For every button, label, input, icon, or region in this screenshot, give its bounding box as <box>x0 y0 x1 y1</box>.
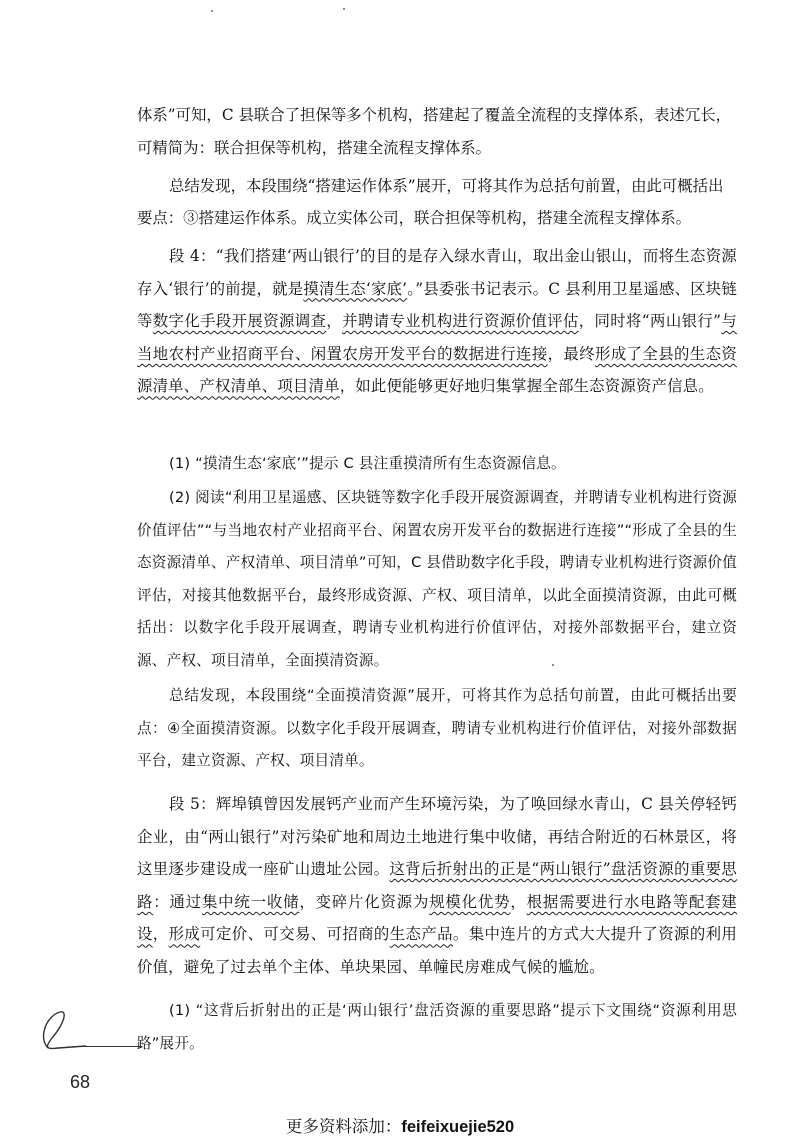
wavy-underline: 摸清生态‘家底’ <box>303 279 408 298</box>
wavy-underline: 并聘请专业机构进行资源价值评估 <box>342 312 579 331</box>
text-run: ，变碎片化资源为 <box>299 892 430 911</box>
footer-prefix: 更多资料添加： <box>285 1118 402 1136</box>
wavy-underline: 集中统一收储 <box>201 892 300 911</box>
analysis-5-item-1: (1) “这背后折射出的正是‘两山银行’盘活资源的重要思路”提示下文围绕“资源利用思路”展开。 <box>137 1002 737 1052</box>
text-run: ：通过 <box>153 892 202 911</box>
wavy-underline: 与当地农村产业招商平台、闲置农房开发平台的数据进行连接 <box>137 312 737 363</box>
text-run: ， <box>152 925 169 944</box>
analysis-4-summary: 总结发现，本段围绕“全面摸清资源”展开，可将其作为总括句前置，由此可概括出要点：④全面摸清资源。以数字化手段开展调查，聘请专业机构进行价值评估，对接外部数据平台，建立资源、产权、项目清单。 <box>137 687 737 770</box>
text-run: ，最终 <box>547 344 596 363</box>
wavy-underline: 形成 <box>168 925 201 944</box>
page-number: 68 <box>70 1072 91 1092</box>
text-run: 。集中连片的方式大大提升了资源的利用价值，避免了过去单个主体、单块果园、单幢民房难成气候的尴尬。 <box>137 925 737 976</box>
analysis-4-item-1: (1) “摸清生态‘家底’”提示 C 县注重摸清所有生态资源信息。 <box>169 455 566 472</box>
text-run: 段 5：辉埠镇曾因发展钙产业而产生环境污染，为了唤回绿水青山，C 县关停轻钙企业，由“两山银行”对污染矿地和周边土地进行集中收储，再结合附近的石林景区，将这里逐步建设成一座矿山遗址公园。 <box>137 795 737 879</box>
text-run: 。”县委张书记表示。C 县利用卫星遥感、区块链等 <box>137 279 738 331</box>
wavy-underline: 根据需要进行水电路等配套建设 <box>137 892 737 944</box>
scan-speck <box>211 10 213 12</box>
wavy-underline: 这背后折射出的正是“两山银行”盘活资源的重要思路 <box>137 860 737 911</box>
wavy-underline: 数字化手段开展资源调查 <box>152 312 327 331</box>
signature-line <box>72 1046 142 1047</box>
text-run: 段 4：“我们搭建‘两山银行’的目的是存入绿水青山，取出金山银山，而将生态资源存入‘银行’的前提，就是 <box>137 247 737 298</box>
paragraph-5 <box>137 788 737 984</box>
paragraph-4 <box>137 240 737 403</box>
text-line-1: 体系”可知，C 县联合了担保等多个机构，搭建起了覆盖全流程的支撑体系，表述冗长， <box>137 106 731 124</box>
analysis-4-item-2: (2) 阅读“利用卫星遥感、区块链等数字化手段开展资源调查，并聘请专业机构进行资源价值评估”“与当地农村产业招商平台、闲置农房开发平台的数据进行连接”“形成了全县的生态资源清单、产权清单、项目清单”可知，C 县借助数字化手段，聘请专业机构进行资源价值评估，对接其他数据平台，最终形成资源、产权、项目清单，以此全面摸清资源，由此可概括出：以数字化手段开展调查，聘请专业机构进行价值评估，对接外部数据平台，建立资源、产权、项目清单，全面摸清资源。 <box>137 489 737 669</box>
wavy-underline: 规模化优势 <box>429 892 511 911</box>
footer-handle: feifeixuejie520 <box>401 1118 515 1136</box>
summary-line-4: 要点：③搭建运作体系。成立实体公司，联合担保等机构，搭建全流程支撑体系。 <box>137 209 692 227</box>
text-line-2: 可精简为：联合担保等机构，搭建全流程支撑体系。 <box>137 139 491 157</box>
text-run: ，同时将“两山银行” <box>578 312 722 331</box>
wavy-underline: 生态产品 <box>389 925 453 944</box>
scan-speck <box>343 8 345 10</box>
footer-note <box>0 1113 800 1137</box>
text-run: ， <box>326 312 343 331</box>
wavy-underline: 形成了全县的生态资源清单、产权清单、项目清单 <box>137 344 737 396</box>
summary-line-3: 总结发现，本段围绕“搭建运作体系”展开，可将其作为总括句前置，由此可概括出 <box>169 177 724 195</box>
handwritten-mark <box>28 1008 92 1056</box>
text-run: ， <box>510 892 527 911</box>
text-run: ，如此便能够更好地归集掌握全部生态资源资产信息。 <box>339 377 714 396</box>
scan-speck <box>552 664 554 666</box>
text-run: 可定价、可交易、可招商的 <box>200 925 390 944</box>
